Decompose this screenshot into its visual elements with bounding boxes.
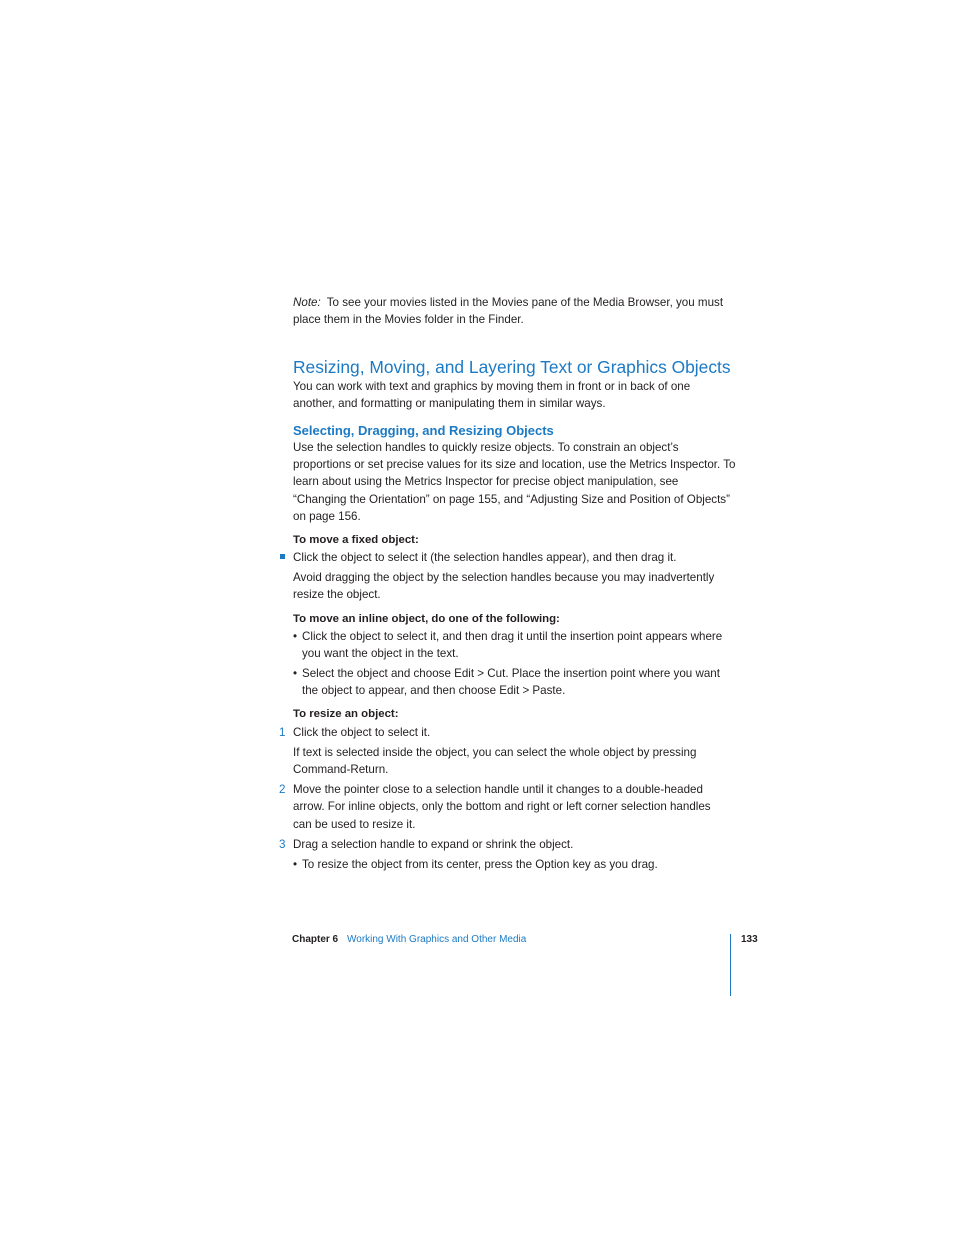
resize-step-2-line-1: Move the pointer close to a selection handle until it changes to a double-headed <box>293 783 703 796</box>
subsection-body-line-2: proportions or set precise values for its size and location, use the Metrics Inspector. To <box>293 458 736 471</box>
resize-step-2-line-2: arrow. For inline objects, only the bottom and right or left corner selection handles <box>293 800 711 813</box>
subsection-body-line-5: on page 156. <box>293 510 361 523</box>
resize-step-1: Click the object to select it. <box>293 726 431 739</box>
move-fixed-after-line-2: resize the object. <box>293 588 381 601</box>
subsection-body-line-3: learn about using the Metrics Inspector for precise object manipulation, see <box>293 475 679 488</box>
note-label: Note: <box>293 296 321 309</box>
move-fixed-heading: To move a fixed object: <box>293 534 419 546</box>
footer-chapter-title: Working With Graphics and Other Media <box>347 934 527 945</box>
note-line-2: place them in the Movies folder in the Finder. <box>293 313 524 326</box>
resize-heading: To resize an object: <box>293 708 399 720</box>
section-intro-line-2: another, and formatting or manipulating them in similar ways. <box>293 397 606 410</box>
subsection-body-line-1: Use the selection handles to quickly resize objects. To constrain an object’s <box>293 441 679 454</box>
move-inline-bullet-2-line-2: the object to appear, and then choose Edit > Paste. <box>302 684 566 697</box>
section-intro-line-1: You can work with text and graphics by moving them in front or in back of one <box>293 380 691 393</box>
bullet-dot-icon: • <box>293 667 298 680</box>
resize-step-1-after-line-2: Command-Return. <box>293 763 389 776</box>
move-fixed-step: Click the object to select it (the selection handles appear), and then drag it. <box>293 551 677 564</box>
move-inline-bullet-1-line-1: Click the object to select it, and then drag it until the insertion point appears where <box>302 630 723 643</box>
section-heading: Resizing, Moving, and Layering Text or Graphics Objects <box>293 357 731 377</box>
move-inline-bullet-1-line-2: you want the object in the text. <box>302 647 459 660</box>
move-inline-bullet-2-line-1: Select the object and choose Edit > Cut. Place the insertion point where you want <box>302 667 720 680</box>
resize-step-2-line-3: can be used to resize it. <box>293 818 416 831</box>
note-text: To see your movies listed in the Movies pane of the Media Browser, you must <box>326 296 724 309</box>
resize-step-1-after-line-1: If text is selected inside the object, you can select the whole object by pressing <box>293 746 697 759</box>
bullet-dot-icon: • <box>293 858 298 871</box>
page-number: 133 <box>741 934 758 945</box>
step-number-3: 3 <box>279 838 286 851</box>
step-number-2: 2 <box>279 783 286 796</box>
subsection-body-line-4: “Changing the Orientation” on page 155, and “Adjusting Size and Position of Objects” <box>293 493 730 506</box>
step-square-bullet-icon <box>280 554 285 559</box>
note-line-1 <box>293 294 723 311</box>
footer-divider <box>730 934 731 996</box>
resize-step-3: Drag a selection handle to expand or shrink the object. <box>293 838 574 851</box>
step-number-1: 1 <box>279 726 286 739</box>
resize-step-3-bullet: To resize the object from its center, press the Option key as you drag. <box>302 858 658 871</box>
move-inline-heading: To move an inline object, do one of the following: <box>293 613 560 625</box>
subsection-heading: Selecting, Dragging, and Resizing Objects <box>293 423 554 438</box>
bullet-dot-icon: • <box>293 630 298 643</box>
move-fixed-after-line-1: Avoid dragging the object by the selection handles because you may inadvertently <box>293 571 715 584</box>
footer-chapter: Chapter 6 <box>292 934 339 945</box>
